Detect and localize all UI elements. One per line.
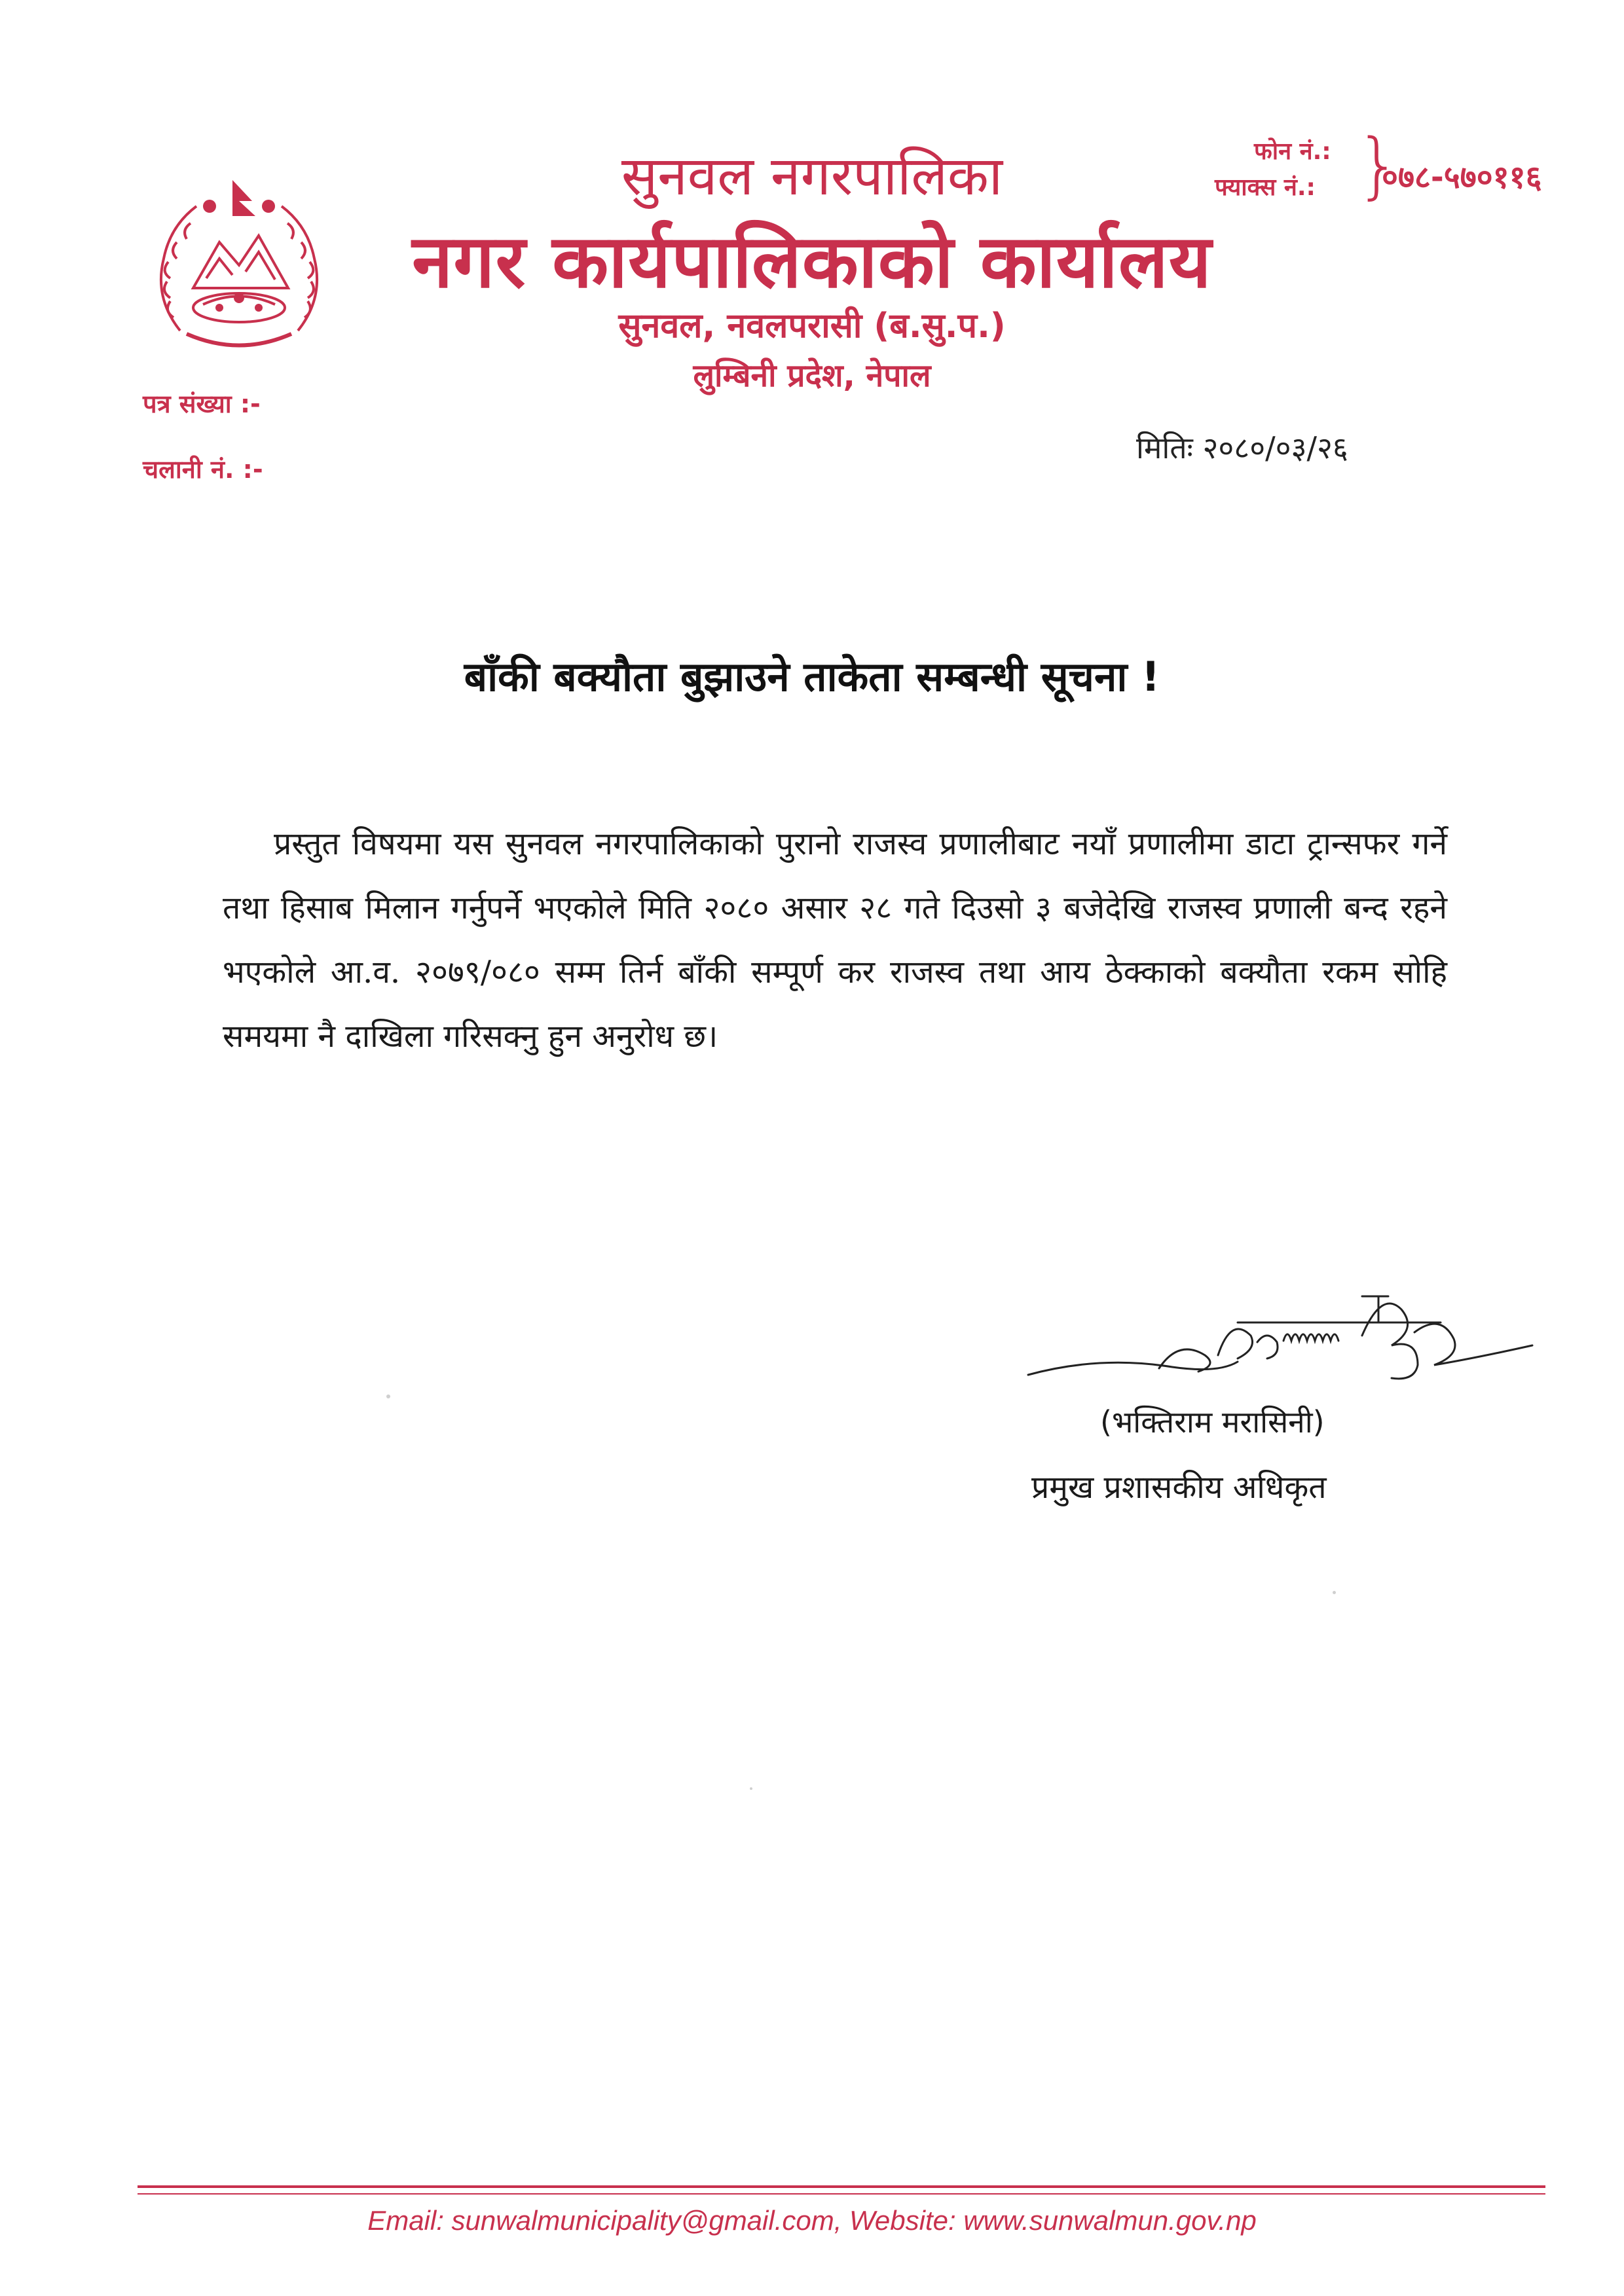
letter-date: मितिः २०८०/०३/२६: [1136, 430, 1348, 465]
phone-number: ०७८-५७०११६: [1382, 159, 1542, 196]
scan-speck: [750, 1787, 752, 1790]
municipality-name: सुनवल नगरपालिका: [621, 145, 1003, 208]
notice-body: प्रस्तुत विषयमा यस सुनवल नगरपालिकाको पुरानो राजस्व प्रणालीबाट नयाँ प्रणालीमा डाटा ट्रान्सफर गर्ने तथा हिसाब मिलान गर्नुपर्ने भएकोले मिति २०८० असार २८ गते दिउसो ३ बजेदेखि राजस्व प्रणाली बन्द रहने भएकोले आ.व. २०७९/०८० सम्म तिर्न बाँकी सम्पूर्ण कर राजस्व तथा आय ठेक्काको बक्यौता रकम सोहि समयमा नै दाखिला गरिसक्नु हुन अनुरोध छ।: [223, 826, 1447, 1055]
footer-contact: Email: sunwalmunicipality@gmail.com, Website: www.sunwalmun.gov.np: [367, 2205, 1257, 2236]
footer-divider: [138, 2185, 1545, 2188]
footer-divider-thin: [138, 2193, 1545, 2195]
office-name: नगर कार्यपालिकाको कार्यालय: [412, 219, 1212, 304]
signer-title: प्रमुख प्रशासकीय अधिकृत: [1031, 1469, 1327, 1506]
handwritten-signature: [1022, 1283, 1545, 1394]
address-line-district: सुनवल, नवलपरासी (ब.सु.प.): [618, 306, 1006, 346]
scan-speck: [1333, 1591, 1336, 1594]
address-line-province: लुम्बिनी प्रदेश, नेपाल: [693, 357, 931, 394]
letter-number-label: पत्र संख्या :-: [143, 390, 261, 418]
scan-speck: [386, 1394, 390, 1398]
fax-label: फ्याक्स नं.:: [1215, 174, 1316, 201]
dispatch-number-label: चलानी नं. :-: [143, 455, 263, 484]
brace-glyph: }: [1356, 123, 1401, 207]
notice-subject: बाँकी बक्यौता बुझाउने ताकेता सम्बन्धी सूचना !: [464, 653, 1160, 701]
phone-label: फोन नं.:: [1254, 138, 1331, 165]
signer-name: (भक्तिराम मरासिनी): [1100, 1404, 1325, 1440]
